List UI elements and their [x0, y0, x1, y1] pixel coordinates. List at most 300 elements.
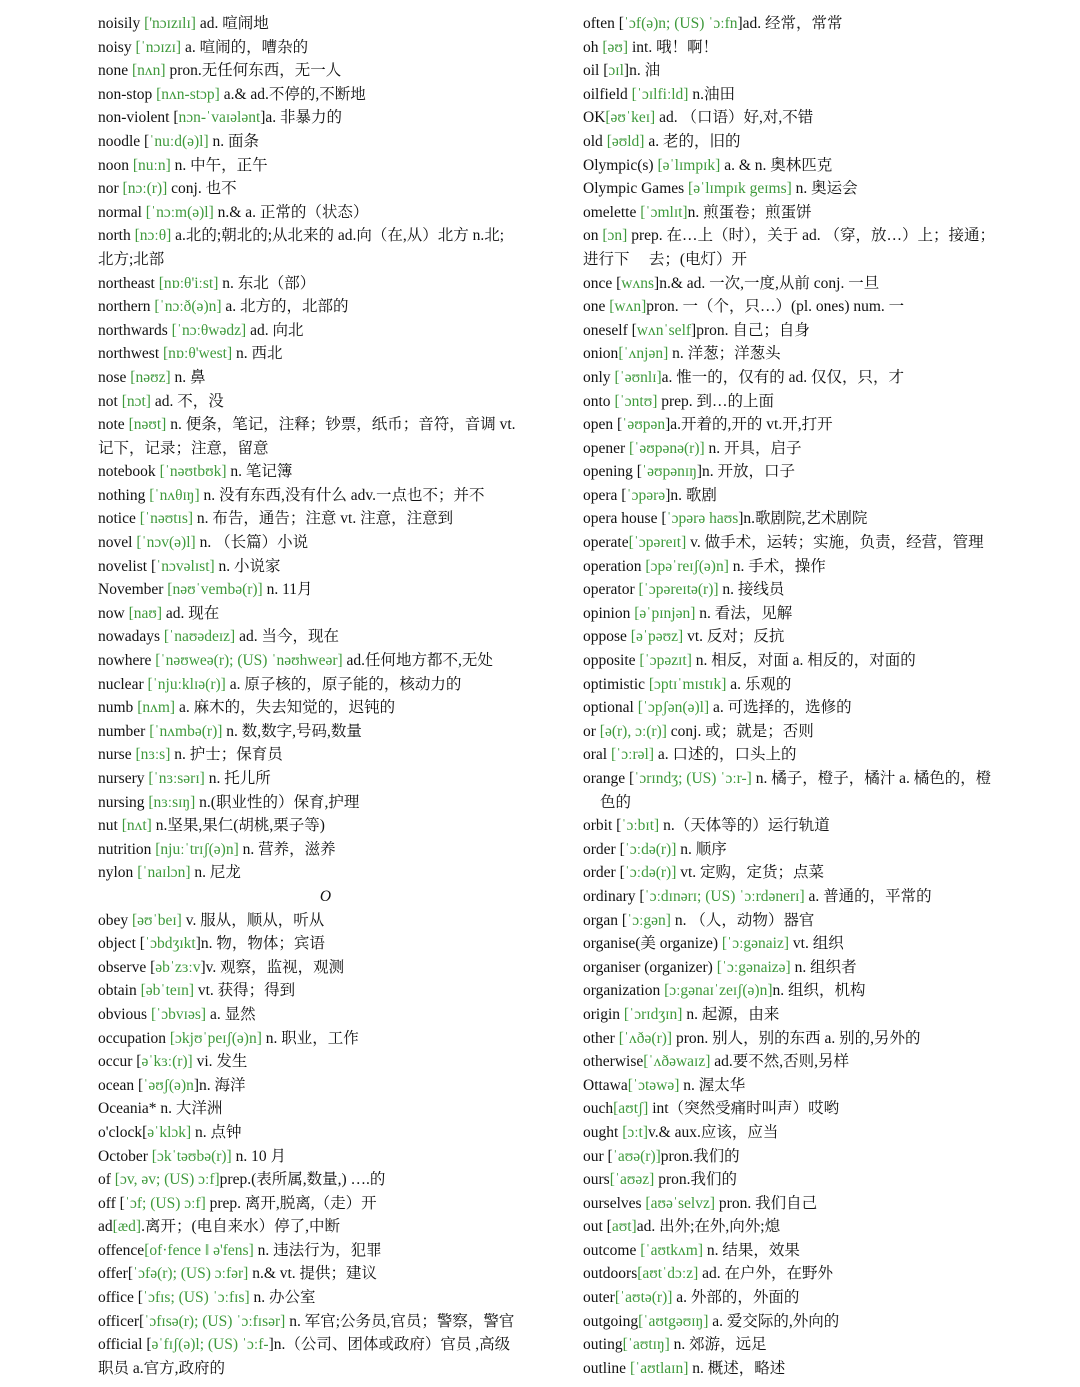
- definition: n. 结果，效果: [702, 1241, 800, 1259]
- phonetic: [nʌt]: [121, 817, 152, 835]
- phonetic: [nɔt]: [121, 392, 151, 410]
- dictionary-entry: [583, 1215, 1038, 1239]
- definition: n. 中午，正午: [170, 156, 268, 174]
- dictionary-entry: [583, 437, 1038, 461]
- headword: onto: [583, 392, 615, 410]
- definition: a. 北方的，北部的: [221, 298, 349, 316]
- phonetic: [ˈɔpəzɪt]: [639, 652, 692, 670]
- headword: organiser (organizer): [583, 958, 717, 976]
- dictionary-entry: [98, 1192, 553, 1216]
- phonetic: [ɔn]: [602, 227, 628, 245]
- headword: once [: [583, 274, 622, 292]
- dictionary-entry: [583, 272, 1038, 296]
- definition: n. 看法，见解: [695, 604, 793, 622]
- phonetic: [wʌn]: [609, 298, 647, 316]
- dictionary-entry: [98, 319, 553, 343]
- headword: orbit [: [583, 817, 622, 835]
- definition: n. 面条: [208, 132, 260, 150]
- dictionary-entry: [583, 861, 1038, 885]
- phonetic: [ˈɔntʊ]: [614, 392, 658, 410]
- phonetic: [nɒːθ'iːst]: [158, 274, 219, 292]
- dictionary-entry: [583, 1145, 1038, 1169]
- headword: northwest: [98, 345, 164, 363]
- dictionary-entry: [98, 295, 553, 319]
- headword: nursery: [98, 770, 149, 787]
- headword: ordinary [: [583, 887, 645, 905]
- dictionary-entry: [583, 177, 1038, 201]
- phonetic: [ˈaʊtlaɪn]: [629, 1359, 689, 1377]
- phonetic: ˈɔbdʒɪkt: [144, 935, 196, 953]
- headword: oneself [: [583, 321, 637, 339]
- dictionary-entry: [98, 83, 553, 107]
- phonetic: [ˈaʊtɪŋ]: [622, 1336, 670, 1354]
- dictionary-entry: [583, 460, 1038, 484]
- dictionary-entry: [98, 1097, 553, 1121]
- phonetic: [nʌn-stɔp]: [156, 85, 220, 103]
- definition: a. 普通的，平常的: [804, 887, 932, 905]
- phonetic: [ˈʌðə(r)]: [618, 1029, 673, 1047]
- phonetic: [ɔptɪˈmɪstɪk]: [648, 675, 727, 693]
- dictionary-entry: [583, 366, 1038, 390]
- phonetic: [nəʊt]: [128, 416, 167, 434]
- definition: n. 小说家: [214, 557, 281, 575]
- phonetic: [ˈaʊtə(r)]: [614, 1289, 673, 1307]
- dictionary-entry: [98, 1050, 553, 1074]
- phonetic: [ˈaʊtgəʊɪŋ]: [638, 1312, 709, 1330]
- headword: obey: [98, 911, 133, 929]
- dictionary-entry: [583, 1333, 1038, 1357]
- definition: pron. 一（个，只…）(pl. ones) num. 一: [646, 298, 905, 316]
- headword: our [: [583, 1147, 613, 1165]
- headword: nor: [98, 180, 123, 198]
- phonetic: [əʊˈbeɪ]: [132, 911, 182, 929]
- dictionary-entry: [98, 531, 553, 555]
- definition: v. 做手术，运转；实施，负责，经营，管理: [686, 534, 984, 552]
- dictionary-entry: [98, 979, 553, 1003]
- dictionary-entry: [583, 484, 1038, 508]
- headword: onion: [583, 345, 619, 363]
- definition: ad. 不，没: [150, 392, 224, 410]
- headword: outing: [583, 1336, 623, 1354]
- phonetic: ˈnɔvəlɪst]: [156, 557, 215, 575]
- definition: n. 笔记簿: [226, 463, 293, 481]
- phonetic: [naʊ]: [128, 604, 163, 622]
- phonetic: [ɔkjʊˈpeɪʃ(ə)n]: [169, 1029, 262, 1047]
- definition: n.油田: [688, 85, 735, 103]
- phonetic: [ˈnɔːð(ə)n]: [154, 298, 222, 316]
- headword: nose: [98, 368, 131, 386]
- dictionary-entry: [583, 1192, 1038, 1216]
- headword: nylon: [98, 864, 138, 882]
- phonetic: [ˈʌnjən]: [618, 345, 669, 363]
- dictionary-entry: [583, 1097, 1038, 1121]
- dictionary-entry: [98, 814, 553, 838]
- dictionary-entry: [583, 130, 1038, 154]
- dictionary-entry: [98, 36, 553, 60]
- definition: n. （长篇）小说: [195, 534, 309, 552]
- headword: ought: [583, 1123, 623, 1141]
- definition: ]n. 开放，口子: [696, 463, 796, 481]
- definition: prep. 在…上（时），关于 ad. （穿，放…）上；接通；: [627, 227, 996, 245]
- definition: a. 麻木的，失去知觉的，迟钝的: [175, 699, 396, 717]
- headword: Ottawa: [583, 1076, 628, 1094]
- dictionary-entry: [583, 555, 1038, 579]
- dictionary-entry: [583, 838, 1038, 862]
- headword: nutrition: [98, 840, 156, 858]
- headword: of: [98, 1171, 115, 1189]
- definition: n. 尼龙: [190, 864, 241, 882]
- phonetic: [ˈɔːgənaiz]: [721, 935, 790, 953]
- definition: n. 便条，笔记，注释；钞票，纸币；音符，音调 vt.: [166, 416, 516, 434]
- headword: organise(美 organize): [583, 935, 722, 953]
- headword: occur [: [98, 1053, 142, 1071]
- dictionary-entry: [583, 83, 1038, 107]
- definition: a.& ad.不停的,不断地: [219, 85, 366, 103]
- definition: vt. 获得；得到: [193, 982, 296, 1000]
- definition: n. 没有东西,没有什么 adv.一点也不；并不: [199, 486, 485, 504]
- entry-continuation: 色的: [600, 793, 632, 811]
- phonetic: [ɔːgənaɪˈzeɪʃ(ə)n]: [664, 982, 773, 1000]
- headword: ouch: [583, 1100, 614, 1118]
- phonetic: [ə(r), ɔː(r)]: [599, 722, 667, 740]
- headword: other: [583, 1029, 619, 1047]
- phonetic: [ɔkˈtəʊbə(r)]: [151, 1147, 232, 1165]
- dictionary-entry: [98, 791, 553, 815]
- dictionary-entry: [98, 743, 553, 767]
- headword: opposite: [583, 652, 640, 670]
- headword: notice: [98, 510, 140, 528]
- headword: nowadays: [98, 628, 164, 646]
- dictionary-entry: [583, 696, 1038, 720]
- headword: operate: [583, 534, 629, 552]
- headword: only: [583, 368, 615, 386]
- dictionary-entry: [98, 507, 553, 531]
- headword: otherwise: [583, 1053, 644, 1071]
- phonetic: [ˈɔɪlfiːld]: [631, 85, 689, 103]
- headword: orange [: [583, 770, 635, 787]
- definition: n. 托儿所: [204, 770, 271, 787]
- definition: n. 护士；保育员: [170, 746, 283, 764]
- dictionary-entry: [583, 1121, 1038, 1145]
- phonetic: ˈaʊə(r)]: [612, 1147, 661, 1165]
- dictionary-entry: [583, 36, 1038, 60]
- dictionary-entry: [583, 295, 1038, 319]
- definition: n. 10 月: [231, 1147, 286, 1165]
- dictionary-entry: [98, 1074, 553, 1098]
- definition: n. 点钟: [191, 1123, 242, 1141]
- definition: ad.任何地方都不,无处: [342, 652, 493, 670]
- headword: outcome: [583, 1241, 641, 1259]
- dictionary-entry: [583, 390, 1038, 414]
- dictionary-entry: [98, 932, 553, 956]
- definition: n. 煎蛋卷；煎蛋饼: [687, 203, 812, 221]
- definition: n. 办公室: [249, 1289, 316, 1307]
- dictionary-entry: [583, 1168, 1038, 1192]
- definition: n. 起源，由来: [682, 1005, 780, 1023]
- phonetic: ˈɔːgən]: [627, 911, 671, 929]
- definition: a. 爱交际的,外向的: [708, 1312, 840, 1330]
- dictionary-entry: [98, 1286, 553, 1310]
- definition: ad. 向北: [246, 321, 304, 339]
- dictionary-entry: [583, 507, 1038, 531]
- phonetic: ˈɔːbɪt]: [621, 817, 660, 835]
- headword: opera house [: [583, 510, 667, 528]
- dictionary-entry: [98, 956, 553, 980]
- phonetic: ˈəʊʃ(ə)n: [143, 1076, 194, 1094]
- definition: ad. （口语）好,对,不错: [655, 109, 814, 127]
- definition: n. 东北（部）: [218, 274, 316, 292]
- phonetic: [əbˈteɪn]: [140, 982, 194, 1000]
- headword: novelist [: [98, 557, 157, 575]
- definition: n. 数,数字,号码,数量: [222, 722, 362, 740]
- definition: a. 显然: [206, 1005, 256, 1023]
- headword: oral: [583, 746, 611, 764]
- phonetic: wʌnˈself: [636, 321, 692, 339]
- definition: ad. 现在: [162, 604, 220, 622]
- dictionary-entry: [98, 1239, 553, 1263]
- headword: old: [583, 132, 607, 150]
- dictionary-entry: [98, 59, 553, 83]
- definition: a. 乐观的: [726, 675, 792, 693]
- definition: n. 布告，通告；注意 vt. 注意，注意到: [193, 510, 454, 528]
- headword: opera [: [583, 486, 627, 504]
- headword: or: [583, 722, 600, 740]
- headword: Oceania* n. 大洋洲: [98, 1100, 223, 1118]
- phonetic: [of·fence ‖ ə'fens]: [144, 1241, 254, 1259]
- headword: noodle [: [98, 132, 150, 150]
- definition: n.(职业性的）保育,护理: [195, 793, 360, 811]
- definition: vt. 组织: [789, 935, 844, 953]
- entry-continuation: 进行下 去；(电灯）开: [583, 250, 748, 268]
- definition: n. 11月: [262, 581, 313, 599]
- dictionary-entry: [583, 413, 1038, 437]
- dictionary-entry: [98, 130, 553, 154]
- phonetic: [ˈnʌθɪŋ]: [149, 486, 200, 504]
- headword: object [: [98, 935, 145, 953]
- dictionary-entry: [98, 1121, 553, 1145]
- dictionary-entry: [98, 106, 553, 130]
- phonetic: [əˈpɪnjən]: [634, 604, 696, 622]
- definition: ]pron. 自己；自身: [691, 321, 810, 339]
- dictionary-entry: [98, 1310, 553, 1334]
- phonetic: [njuːˈtrɪʃ(ə)n]: [155, 840, 239, 858]
- dictionary-entry: [583, 743, 1038, 767]
- phonetic: ɔɪl: [608, 62, 624, 80]
- headword: nothing: [98, 486, 150, 504]
- definition: ]n.& ad. 一次,一度,从前 conj. 一旦: [654, 274, 880, 292]
- headword: noisy: [98, 38, 136, 56]
- headword: oil [: [583, 62, 609, 80]
- definition: prep.(表所属,数量,) ….的: [219, 1171, 386, 1189]
- headword: Olympic Games: [583, 180, 689, 198]
- phonetic: [nɜːs]: [135, 746, 171, 764]
- headword: nut: [98, 817, 122, 835]
- dictionary-entry: [583, 201, 1038, 225]
- definition: a. 原子核的，原子能的，核动力的: [225, 675, 462, 693]
- definition: ad. 喧闹地: [195, 15, 269, 32]
- headword: order [: [583, 840, 625, 858]
- dictionary-entry: [98, 1215, 553, 1239]
- headword: oilfield: [583, 85, 632, 103]
- phonetic: [ˈɔpʃən(ə)l]: [637, 699, 710, 717]
- headword: nurse: [98, 746, 136, 764]
- dictionary-entry: [583, 649, 1038, 673]
- headword: observe [: [98, 958, 156, 976]
- definition: n. （人，动物）器官: [670, 911, 815, 929]
- dictionary-entry: [583, 1357, 1038, 1381]
- definition: n. 渥太华: [679, 1076, 746, 1094]
- phonetic: [nʌn]: [132, 62, 166, 80]
- definition: n. 手术，操作: [728, 557, 826, 575]
- phonetic: [nəʊˈvembə(r)]: [167, 581, 263, 599]
- phonetic: [nɒːθ'west]: [163, 345, 233, 363]
- phonetic: [əˈlɪmpɪk geɪms]: [688, 180, 792, 198]
- dictionary-entry: [583, 1286, 1038, 1310]
- phonetic: ˈəʊpənɪŋ: [641, 463, 697, 481]
- headword: nuclear: [98, 675, 148, 693]
- headword: ocean [: [98, 1076, 144, 1094]
- dictionary-entry: [583, 720, 1038, 744]
- phonetic: [ɔːt]: [622, 1123, 649, 1141]
- headword: ours: [583, 1171, 610, 1189]
- entry-continuation: 北方;北部: [98, 250, 165, 268]
- definition: n. 西北: [232, 345, 283, 363]
- definition: ]v. 观察，监视，观测: [200, 958, 345, 976]
- headword: operator: [583, 581, 639, 599]
- dictionary-entry: [98, 673, 553, 697]
- dictionary-entry: [583, 578, 1038, 602]
- headword: outer: [583, 1289, 615, 1307]
- headword: optional: [583, 699, 638, 717]
- phonetic: [ˈɔtəwə]: [627, 1076, 680, 1094]
- headword: official [: [98, 1336, 152, 1354]
- phonetic: [ˈnɔːθwədz]: [171, 321, 247, 339]
- dictionary-entry: [583, 106, 1038, 130]
- definition: n. 洋葱；洋葱头: [668, 345, 781, 363]
- headword: occupation: [98, 1029, 170, 1047]
- dictionary-entry: [98, 767, 553, 791]
- headword: office [: [98, 1289, 143, 1307]
- phonetic: [ˈnəʊweə(r); (US) ˈnəʊhweər]: [155, 652, 343, 670]
- headword: October: [98, 1147, 152, 1165]
- headword: non-stop: [98, 85, 157, 103]
- definition: a. & n. 奥林匹克: [720, 156, 833, 174]
- headword: November: [98, 581, 168, 599]
- dictionary-entry: [583, 814, 1038, 838]
- dictionary-entry: [98, 460, 553, 484]
- phonetic: [ˈʌðəwaɪz]: [643, 1053, 711, 1071]
- headword: nursing: [98, 793, 149, 811]
- dictionary-entry: [98, 1145, 553, 1169]
- definition: n.& vt. 提供；建议: [248, 1265, 378, 1283]
- headword: out [: [583, 1218, 612, 1236]
- definition: n. 职业，工作: [261, 1029, 359, 1047]
- definition: a.北的;朝北的;从北来的 ad.向（在,从）北方 n.北;: [171, 227, 505, 245]
- definition: ad.要不然,否则,另样: [710, 1053, 850, 1071]
- dictionary-entry: [98, 578, 553, 602]
- dictionary-entry: [98, 1262, 553, 1286]
- dictionary-entry: [98, 555, 553, 579]
- dictionary-entry: [583, 319, 1038, 343]
- headword: north: [98, 227, 135, 245]
- definition: n.坚果,果仁(胡桃,栗子等): [151, 817, 325, 835]
- definition: ]ad. 经常，常常: [737, 15, 843, 32]
- dictionary-entry: [98, 12, 553, 36]
- phonetic: ˈɔfɪsə(r); (US) ˈɔːfɪsər]: [144, 1312, 286, 1330]
- entry-continuation: 记下，记录；注意，留意: [98, 439, 269, 457]
- phonetic: əˈfɪʃ(ə)l; (US) ˈɔːf-: [151, 1336, 269, 1354]
- left-column: [98, 12, 553, 1380]
- definition: ]n. 物，物体；宾语: [195, 935, 325, 953]
- headword: OK: [583, 109, 606, 127]
- dictionary-entry: [583, 979, 1038, 1003]
- dictionary-entry: [98, 861, 553, 885]
- headword: notebook: [98, 463, 160, 481]
- phonetic: ˈəʊpən: [622, 416, 666, 434]
- phonetic: [ˈɔpəreɪt]: [628, 534, 687, 552]
- dictionary-entry: [98, 649, 553, 673]
- definition: n. 组织，机构: [772, 982, 866, 1000]
- dictionary-entry: [98, 1168, 553, 1192]
- phonetic: [ˈɔːgənaizə]: [716, 958, 791, 976]
- dictionary-entry: [98, 909, 553, 933]
- phonetic: [æd]: [112, 1218, 142, 1236]
- dictionary-entry: [583, 885, 1038, 909]
- phonetic: [ˈɔːrəl]: [610, 746, 655, 764]
- dictionary-entry: [583, 531, 1038, 555]
- definition: n. 违法行为，犯罪: [253, 1241, 382, 1259]
- definition: n. 相反，对面 a. 相反的，对面的: [691, 652, 916, 670]
- headword: northeast: [98, 274, 159, 292]
- right-column: [583, 12, 1038, 1380]
- headword: outgoing: [583, 1312, 639, 1330]
- headword: off [: [98, 1194, 125, 1212]
- headword: on: [583, 227, 603, 245]
- headword: novel: [98, 534, 137, 552]
- headword: not: [98, 392, 122, 410]
- headword: opening [: [583, 463, 642, 481]
- phonetic: [nʌm]: [137, 699, 176, 717]
- phonetic: [ˈnɔɪzɪ]: [135, 38, 182, 56]
- definition: v. 服从，顺从，听从: [181, 911, 325, 929]
- headword: normal: [98, 203, 146, 221]
- definition: n.& a. 正常的（状态）: [213, 203, 369, 221]
- headword: organization: [583, 982, 665, 1000]
- headword: ourselves: [583, 1194, 646, 1212]
- dictionary-entry: [583, 1003, 1038, 1027]
- definition: vt. 定购，定货；点菜: [676, 864, 825, 882]
- phonetic: [ˈnəʊtbʊk]: [159, 463, 227, 481]
- dictionary-entry: [583, 224, 1038, 248]
- headword: obtain: [98, 982, 141, 1000]
- headword: optimistic: [583, 675, 649, 693]
- phonetic: ˈɔfɪs; (US) ˈɔːfɪs]: [142, 1289, 250, 1307]
- phonetic: ˈɔfə(r); (US) ɔːfər]: [133, 1265, 249, 1283]
- headword: oh: [583, 38, 603, 56]
- definition: ]n.（公司、团体或政府）官员 ,高级: [268, 1336, 511, 1354]
- definition: n. 开具，启子: [704, 439, 802, 457]
- dictionary-entry: [98, 720, 553, 744]
- phonetic: əˈkɜː(r)]: [141, 1053, 193, 1071]
- definition: n. 营养，滋养: [238, 840, 336, 858]
- dictionary-entry: [583, 625, 1038, 649]
- headword: often [: [583, 15, 624, 32]
- phonetic: ˈɔf(ə)n; (US) ˈɔːfn: [623, 15, 738, 32]
- definition: pron. 我们自己: [715, 1194, 818, 1212]
- phonetic: [ˈnaʊədeɪz]: [163, 628, 236, 646]
- definition: n. 郊游，远足: [669, 1336, 767, 1354]
- phonetic: [ˈnɜːsərɪ]: [148, 770, 205, 787]
